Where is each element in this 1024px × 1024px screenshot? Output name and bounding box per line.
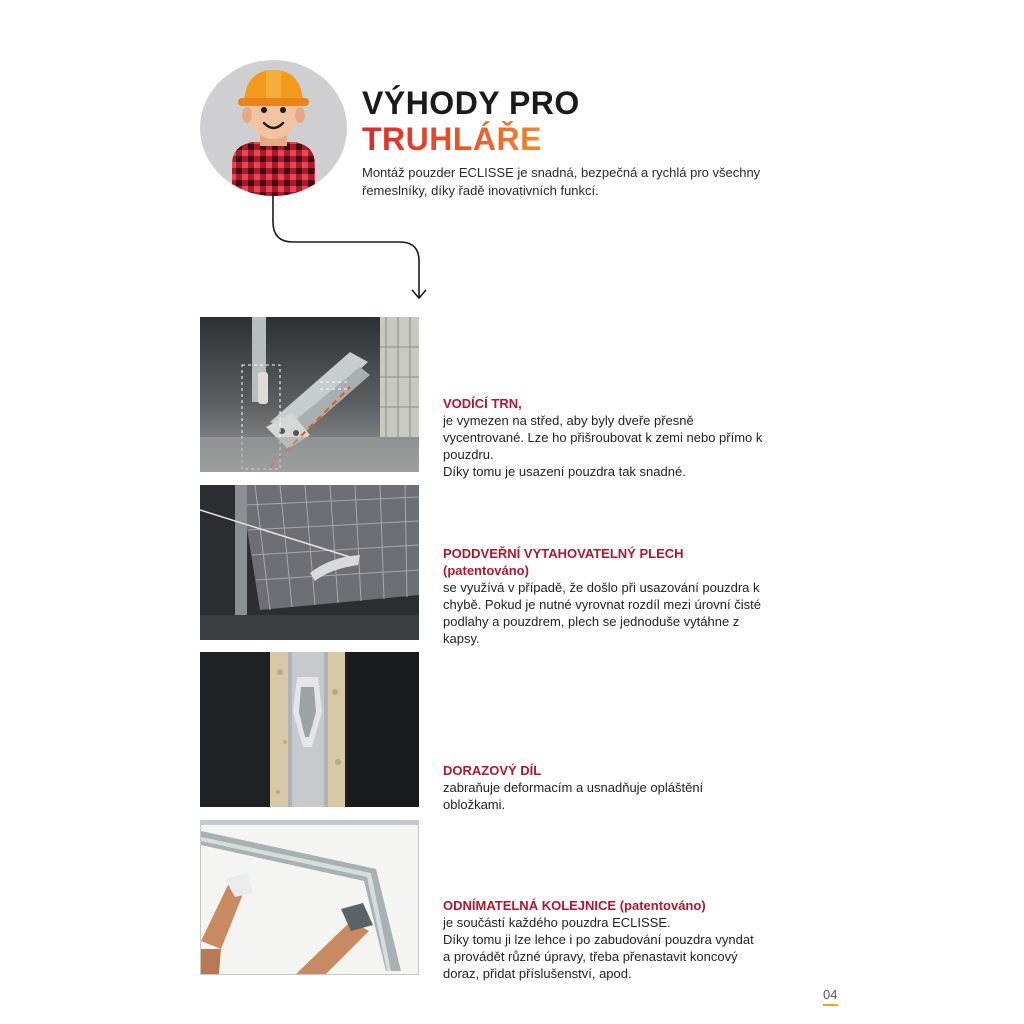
feature-text-line: je vymezen na střed, aby byly dveře přesně [443,413,694,428]
feature-title: VODÍCÍ TRN, [443,396,522,411]
feature-text-line: a provádět různé úpravy, třeba přenastavit koncový [443,949,738,964]
feature-title: PODDVEŘNÍ VYTAHOVATELNÝ PLECH [443,546,684,561]
page-title-line2 [362,120,542,158]
connector-arrow-icon [0,0,1024,320]
feature-text-line: pouzdru. [443,447,494,462]
feature-text-line: Díky tomu je usazení pouzdra tak snadné. [443,464,686,479]
page-title-line2-text: TRUHLÁŘE [362,121,542,157]
feature-text-line: doraz, přidat příslušenství, apod. [443,966,632,981]
feature-text-line: je součástí každého pouzdra ECLISSE. [443,915,671,930]
feature-text-line: vycentrované. Lze ho přišroubovat k zemi nebo přímo k [443,430,763,445]
feature-text-line: Díky tomu ji lze lehce i po zabudování pouzdra vyndat [443,932,754,947]
feature-title-patent: (patentováno) [443,563,529,578]
carpenter-avatar-icon [200,60,347,196]
feature-stop-element [443,762,803,813]
feature-title: DORAZOVÝ DÍL [443,763,542,778]
page-title-line1: VÝHODY PRO [362,85,580,121]
feature-text-line: se využívá v případě, že došlo při usazování pouzdra k [443,580,760,595]
feature-text-line: chybě. Pokud je nutné vyrovnat rozdíl mezi úrovní čisté [443,597,761,612]
guide-pin-photo [200,317,419,472]
feature-text-line: podlahy a pouzdrem, plech se jednoduše vytáhne z [443,614,740,629]
feature-text-line: kapsy. [443,631,480,646]
stop-element-photo [200,652,419,807]
feature-pullout-plate [443,545,803,647]
feature-removable-track [443,897,803,982]
feature-text-line: obložkami. [443,797,506,812]
feature-text-line: zabraňuje deformacím a usnadňuje opláštění [443,780,704,795]
page-number-underline [823,1004,838,1006]
feature-title: ODNÍMATELNÁ KOLEJNICE (patentováno) [443,898,706,913]
intro-paragraph: Montáž pouzder ECLISSE je snadná, bezpečná a rychlá pro všechny řemeslníky, díky řadě inovativních funkcí. [362,165,761,198]
feature-guide-pin [443,395,803,480]
pullout-plate-photo [200,485,419,640]
page-number: 04 [823,987,838,1002]
removable-track-photo [200,820,419,975]
